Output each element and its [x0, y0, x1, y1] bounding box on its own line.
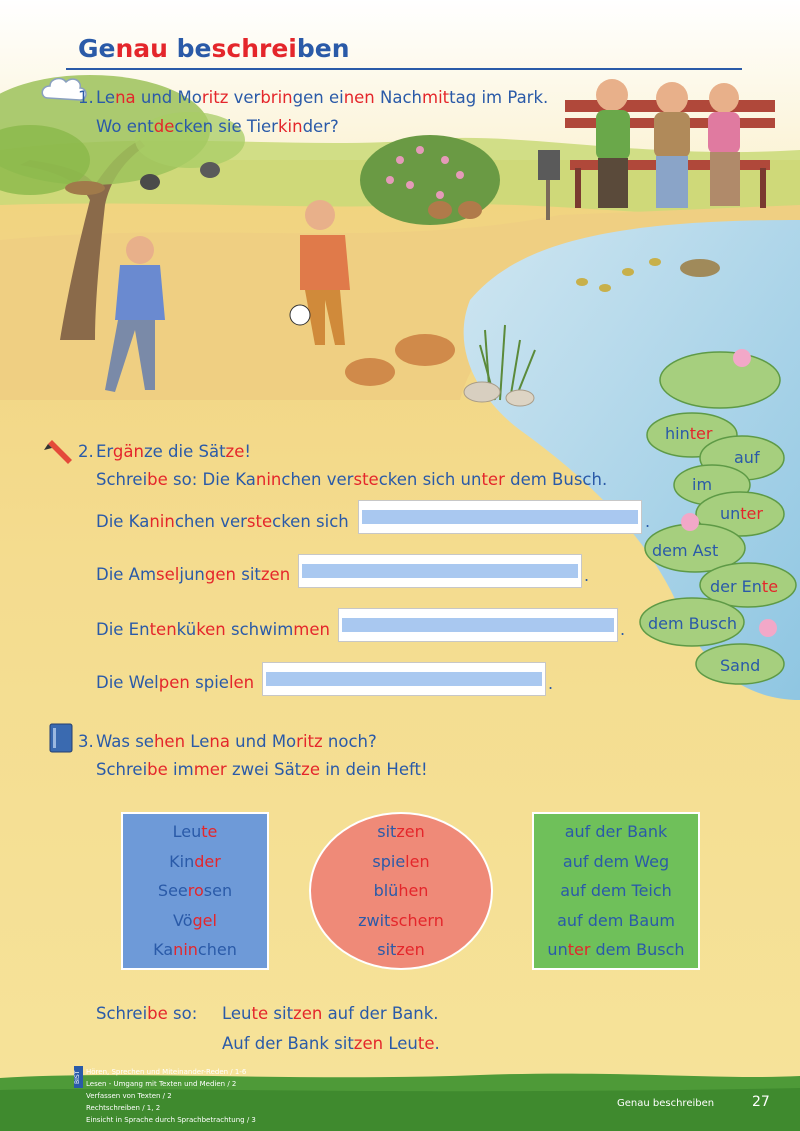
sentence-1-period: .	[645, 512, 651, 531]
verb-word-2	[311, 847, 491, 877]
standard-2: Lesen - Umgang mit Texten und Medien / 2	[86, 1080, 237, 1088]
text-segment: be	[147, 760, 168, 779]
text-segment: Leu	[172, 822, 202, 841]
text-segment: Was se	[96, 732, 154, 751]
text-segment: nin	[255, 470, 282, 489]
text-segment: ter	[481, 470, 505, 489]
text-segment: auf der Bank	[564, 822, 668, 841]
text-segment: hen	[153, 732, 186, 751]
text-segment: brin	[260, 88, 293, 107]
text-segment: cken sie Tier	[174, 117, 278, 136]
task2-line1	[96, 442, 251, 461]
answer-field-1[interactable]	[358, 500, 642, 534]
task3-line2	[96, 760, 428, 779]
standard-5: Einsicht in Sprache durch Sprachbetrachtung / 3	[86, 1116, 256, 1124]
text-segment: te	[201, 822, 218, 841]
text-segment: Vö	[173, 910, 193, 930]
place-word-5	[534, 935, 698, 965]
text-segment: zen	[353, 1034, 384, 1053]
text-segment: te	[417, 1034, 435, 1053]
page-title	[78, 34, 350, 63]
text-segment: Die Wel	[96, 673, 159, 692]
text-segment: Ge	[78, 34, 116, 63]
text-segment: na	[209, 732, 230, 751]
text-segment: un	[720, 504, 741, 523]
text-segment: gen ei	[292, 88, 344, 107]
text-segment: Die Am	[96, 565, 157, 584]
text-segment: Kin	[169, 851, 195, 871]
place-word-4	[534, 906, 698, 936]
answer-field-2[interactable]	[298, 554, 582, 588]
text-segment: be	[167, 34, 212, 63]
text-segment: der En	[710, 577, 762, 596]
text-segment: ken	[196, 620, 226, 639]
text-segment: zen	[396, 940, 425, 959]
text-segment: Die En	[96, 620, 150, 639]
text-segment: zwei Sät	[226, 760, 302, 779]
text-segment: Le	[96, 88, 116, 107]
text-segment: nau	[115, 34, 168, 63]
task3-line1	[96, 732, 377, 751]
text-segment: zen	[260, 565, 291, 584]
sentence-2-period: .	[584, 566, 590, 585]
text-segment: ter	[740, 504, 763, 523]
page-number: 27	[752, 1094, 770, 1110]
task1-number: 1.	[78, 88, 94, 107]
standard-3: Verfassen von Texten / 2	[86, 1092, 172, 1100]
subject-word-2	[123, 847, 267, 877]
text-segment: dem Busch	[590, 940, 685, 959]
task1-line2	[96, 117, 339, 136]
text-segment: ste	[246, 512, 273, 531]
sentence-2	[96, 565, 290, 584]
text-segment: Schrei	[96, 1004, 148, 1023]
places-box	[532, 812, 700, 970]
text-segment: ritz	[201, 88, 229, 107]
text-segment: Er	[96, 442, 113, 461]
text-segment: kü	[176, 620, 197, 639]
text-segment: Nach	[374, 88, 423, 107]
text-segment: sit	[377, 940, 397, 959]
text-segment: len	[228, 673, 255, 692]
text-segment: Leu	[383, 1034, 418, 1053]
people-on-bench	[596, 79, 740, 208]
text-segment: Auf der Bank sit	[222, 1034, 354, 1053]
text-segment: spie	[189, 673, 229, 692]
text-segment: nin	[149, 512, 175, 531]
text-segment: so:	[167, 1004, 198, 1023]
text-segment: be	[147, 1004, 168, 1023]
text-segment: Die Ka	[96, 512, 150, 531]
verb-word-1	[311, 817, 491, 847]
text-segment: See	[157, 881, 188, 900]
text-segment: sit	[235, 565, 261, 584]
text-segment: der	[194, 851, 221, 871]
text-segment: ver	[228, 88, 261, 107]
text-segment: Schrei	[96, 470, 148, 489]
task2-number: 2.	[78, 442, 94, 461]
text-segment: mit	[422, 88, 450, 107]
text-segment: ze	[301, 760, 320, 779]
text-segment: len	[405, 851, 430, 871]
text-segment: auf der Bank.	[322, 1004, 439, 1023]
text-segment: ben	[296, 34, 350, 63]
lily-word-2	[734, 448, 760, 467]
lily-word-3	[692, 475, 712, 494]
text-segment: na	[115, 88, 136, 107]
text-segment: und Mo	[229, 732, 297, 751]
footer-section: Genau beschreiben	[617, 1098, 715, 1109]
text-segment: hen	[398, 881, 429, 900]
text-segment: tag im Park.	[449, 88, 549, 107]
subject-word-1	[123, 817, 267, 847]
text-segment: ter	[567, 940, 591, 959]
place-word-2	[534, 847, 698, 877]
verb-word-5	[311, 935, 491, 965]
text-segment: zwit	[358, 910, 391, 930]
text-segment: dem Busch.	[504, 470, 608, 489]
text-segment: sit	[268, 1004, 294, 1023]
standard-4: Rechtschreiben / 1, 2	[86, 1104, 161, 1112]
subject-word-4	[123, 906, 267, 936]
sentence-4	[96, 673, 254, 692]
task1-line1	[96, 88, 548, 107]
text-segment: Leu	[222, 1004, 252, 1023]
example-line-2	[222, 1034, 440, 1053]
verbs-oval	[309, 812, 493, 970]
text-segment: Sand	[720, 656, 761, 675]
text-segment: men	[293, 620, 330, 639]
text-segment: nin	[173, 940, 198, 959]
text-segment: spie	[372, 851, 406, 871]
text-segment: gel	[192, 910, 217, 930]
text-segment: sit	[377, 822, 397, 841]
text-segment: de	[153, 117, 175, 136]
text-segment: in dein Heft!	[319, 760, 428, 779]
text-segment: te	[251, 1004, 269, 1023]
text-segment: dem Ast	[652, 541, 719, 560]
text-segment: hin	[665, 424, 690, 443]
answer-field-4[interactable]	[262, 662, 546, 696]
text-segment: cken sich	[272, 512, 349, 531]
verb-word-4	[311, 906, 491, 936]
text-segment: ze die Sät	[143, 442, 226, 461]
subjects-box	[121, 812, 269, 970]
lily-word-7	[648, 614, 737, 633]
text-segment: und Mo	[135, 88, 202, 107]
lily-word-5	[652, 541, 718, 560]
text-segment: Schrei	[96, 760, 148, 779]
text-segment: ten	[149, 620, 177, 639]
answer-field-3[interactable]	[338, 608, 618, 642]
text-segment: zen	[293, 1004, 323, 1023]
task3-number: 3.	[78, 732, 94, 751]
text-segment: schern	[390, 910, 444, 930]
subject-word-3	[123, 876, 267, 906]
text-segment: Wo ent	[96, 117, 154, 136]
task2-example	[96, 470, 607, 489]
subject-word-5	[123, 935, 267, 965]
text-segment: Le	[185, 732, 210, 751]
sentence-3-period: .	[620, 620, 626, 639]
example-label	[96, 1004, 197, 1023]
verb-word-3	[311, 876, 491, 906]
text-segment: auf dem Baum	[557, 910, 675, 930]
text-segment: te	[761, 577, 779, 596]
text-segment: blü	[373, 881, 399, 900]
sentence-4-period: .	[548, 674, 554, 693]
text-segment: chen	[197, 940, 237, 959]
text-segment: un	[547, 940, 568, 959]
text-segment: gen	[204, 565, 236, 584]
place-word-1	[534, 817, 698, 847]
lily-word-1	[665, 424, 712, 443]
text-segment: nen	[343, 88, 375, 107]
text-segment: ze	[225, 442, 245, 461]
text-segment: Ka	[153, 940, 174, 959]
bist-badge: BIST	[74, 1066, 83, 1088]
text-segment: im	[692, 475, 713, 494]
lily-word-6	[710, 577, 778, 596]
text-segment: schrei	[211, 34, 297, 63]
text-segment: der?	[302, 117, 339, 136]
text-segment: ter	[689, 424, 713, 443]
text-segment: cken sich un	[378, 470, 482, 489]
text-segment: ro	[187, 881, 204, 900]
text-segment: gän	[112, 442, 144, 461]
text-segment: pen	[158, 673, 190, 692]
text-segment: schwim	[225, 620, 294, 639]
title-underline	[66, 68, 742, 70]
text-segment: im	[167, 760, 194, 779]
text-segment: jun	[179, 565, 205, 584]
lily-word-8	[720, 656, 760, 675]
sentence-1	[96, 512, 349, 531]
example-line-1	[222, 1004, 439, 1023]
sentence-3	[96, 620, 330, 639]
text-segment: auf	[734, 448, 760, 467]
text-segment: dem Busch	[648, 614, 738, 633]
text-segment: kin	[277, 117, 303, 136]
text-segment: ste	[353, 470, 379, 489]
text-segment: chen ver	[281, 470, 354, 489]
text-segment: .	[434, 1034, 440, 1053]
text-segment: be	[147, 470, 168, 489]
text-segment: sen	[203, 881, 233, 900]
text-segment: ritz	[296, 732, 323, 751]
text-segment: so: Die Ka	[167, 470, 256, 489]
text-segment: auf dem Teich	[560, 881, 672, 900]
standard-1: Hören, Sprechen und Miteinander-Reden / 1-6	[86, 1068, 247, 1076]
text-segment: noch?	[322, 732, 377, 751]
text-segment: !	[244, 442, 251, 461]
place-word-3	[534, 876, 698, 906]
text-segment: zen	[396, 822, 425, 841]
text-segment: chen ver	[174, 512, 247, 531]
text-segment: mer	[193, 760, 227, 779]
text-segment: auf dem Weg	[562, 851, 670, 871]
text-segment: sel	[156, 565, 180, 584]
lily-word-4	[720, 504, 763, 523]
